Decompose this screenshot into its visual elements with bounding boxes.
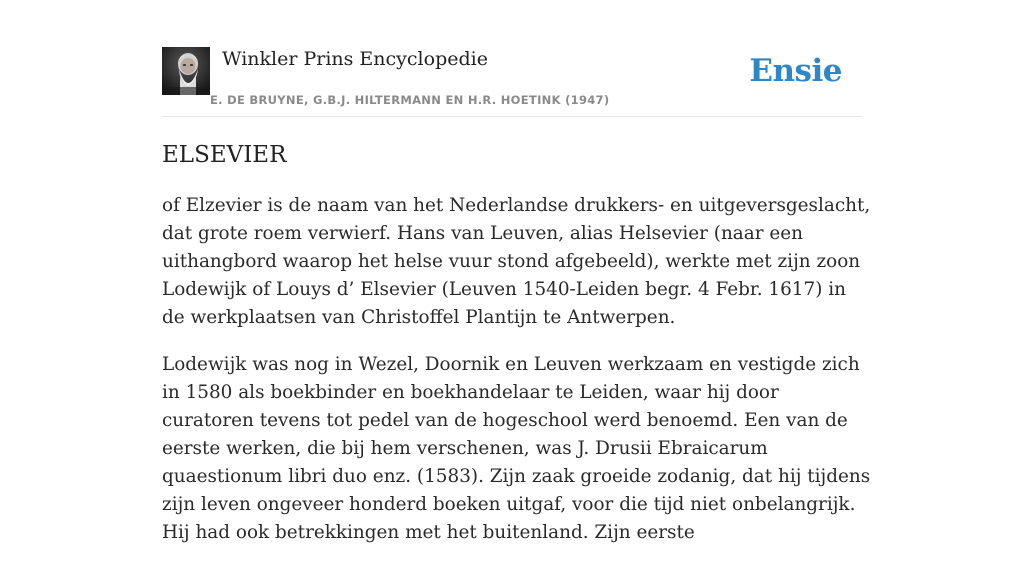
brand-logo[interactable]: Ensie bbox=[749, 53, 842, 89]
source-header bbox=[162, 46, 862, 117]
bearded-man-portrait-icon bbox=[162, 47, 210, 95]
article-title: ELSEVIER bbox=[162, 142, 287, 168]
article-paragraph: of Elzevier is de naam van het Nederlandse drukkers- en uitgeversgeslacht, dat grote roem verwierf. Hans van Leuven, alias Helsevier (naar een uithangbord waarop het helse vuur stond afgebeeld), werkte met zijn zoon Lodewijk of Louys d’ Elsevier (Leuven 1540-Leiden begr. 4 Febr. 1617) in de werkplaatsen van Christoffel Plantijn te Antwerpen. bbox=[162, 195, 871, 328]
source-authors: E. DE BRUYNE, G.B.J. HILTERMANN EN H.R. HOETINK (1947) bbox=[210, 93, 610, 107]
article-body bbox=[162, 192, 872, 566]
source-title[interactable]: Winkler Prins Encyclopedie bbox=[222, 48, 488, 70]
author-avatar[interactable] bbox=[162, 47, 210, 95]
article-paragraph: Lodewijk was nog in Wezel, Doornik en Leuven werkzaam en vestigde zich in 1580 als boekbinder en boekhandelaar te Leiden, waar hij door curatoren tevens tot pedel van de hogeschool werd benoemd. Een van de eerste werken, die bij hem verschenen, was J. Drusii Ebraicarum quaestionum libri duo enz. (1583). Zijn zaak groeide zodanig, dat hij tijdens zijn leven ongeveer honderd boeken uitgaf, voor die tijd niet onbelangrijk. Hij had ook betrekkingen met het buitenland. Zijn eerste bbox=[162, 354, 871, 543]
